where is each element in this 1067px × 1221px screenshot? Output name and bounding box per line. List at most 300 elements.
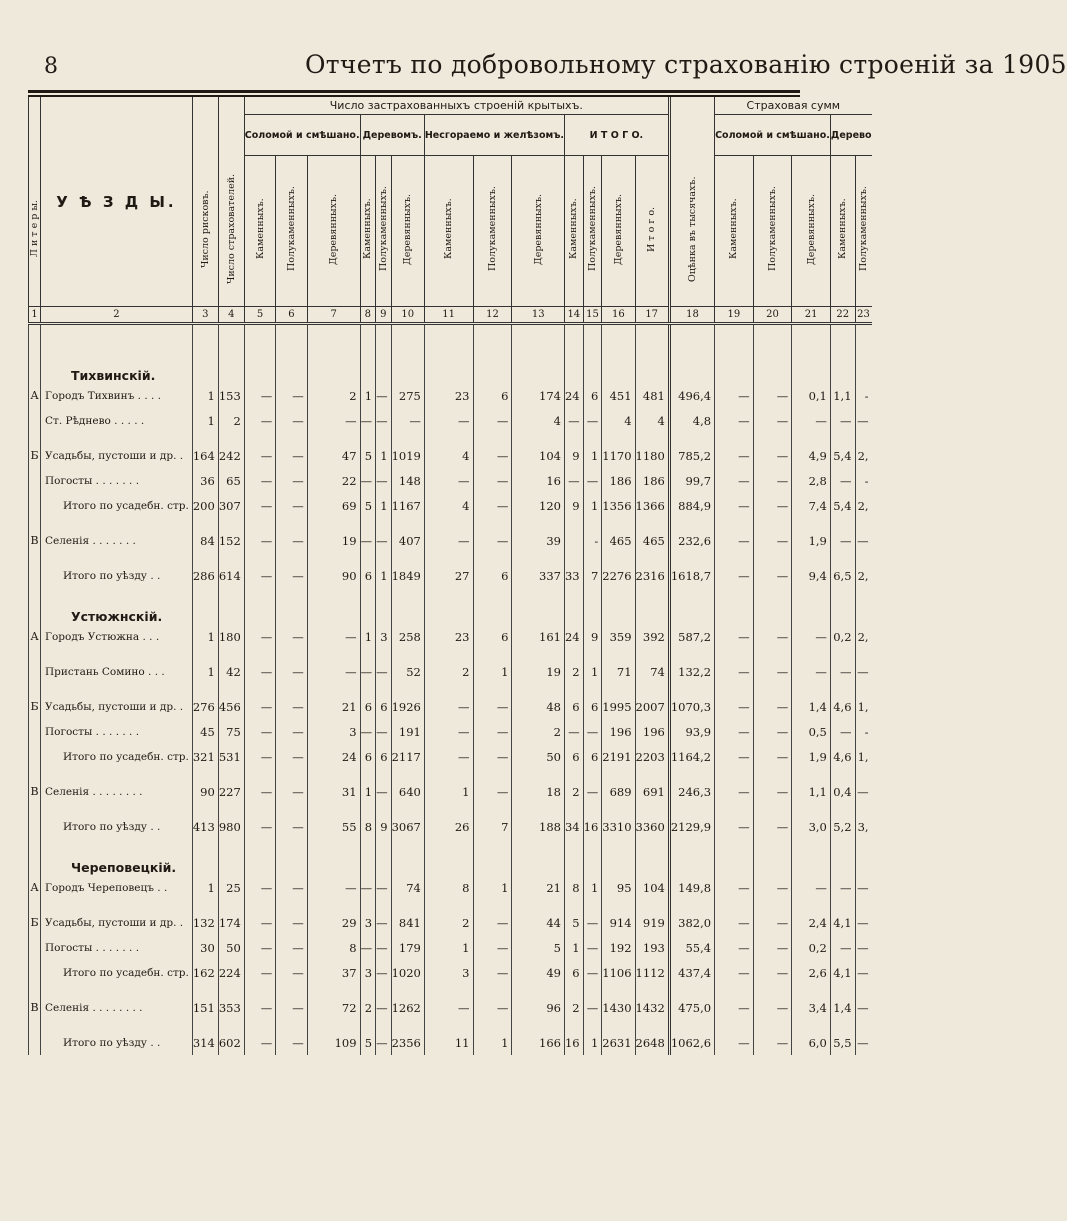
table-cell: 55 [307,814,360,839]
table-cell: — [855,528,872,553]
table-row [29,1030,872,1055]
column-number-row [29,307,872,324]
table-cell: 224 [218,960,244,985]
table-cell: — [583,719,602,744]
table-cell: — [276,875,307,900]
table-cell: 5 [360,493,376,518]
table-cell: — [583,779,602,804]
table-cell: — [473,719,512,744]
table-cell: 50 [512,744,565,769]
table-cell: 1019 [391,443,424,468]
table-cell: — [276,383,307,408]
table-cell: 640 [391,779,424,804]
table-cell: 1356 [602,493,635,518]
table-cell: 24 [564,624,583,649]
table-cell: — [276,563,307,588]
table-cell: 8 [360,814,376,839]
table-cell: 1 [583,659,602,684]
row-literal [29,493,41,518]
row-name: Погосты . . . . . . . [41,935,193,960]
table-cell: 4 [512,408,565,433]
column-number: 9 [376,307,392,324]
table-cell: — [715,1030,754,1055]
table-cell: — [376,528,392,553]
table-cell: — [244,443,275,468]
table-cell: — [376,910,392,935]
page-title: Отчетъ по добровольному страхованію строеній за 1905 [305,50,1067,79]
table-cell: 6 [564,694,583,719]
col-wooden: Деревянныхъ. [792,156,831,307]
table-cell: 3067 [391,814,424,839]
table-row [29,659,872,684]
table-cell: 6 [583,744,602,769]
table-cell: — [276,910,307,935]
table-row [29,408,872,433]
table-cell: 2203 [635,744,669,769]
column-number: 23 [855,307,872,324]
table-cell: — [244,563,275,588]
table-cell: — [376,779,392,804]
col-half-stone: Полукаменныхъ. [855,156,872,307]
table-cell: 6 [376,744,392,769]
table-cell: 7,4 [792,493,831,518]
table-cell: — [244,744,275,769]
table-cell: — [753,408,792,433]
table-cell: 5,4 [830,493,855,518]
table-cell: — [276,659,307,684]
table-cell: — [244,935,275,960]
table-cell: — [753,528,792,553]
table-cell: 16 [512,468,565,493]
table-cell: — [830,408,855,433]
table-cell: 55,4 [669,935,714,960]
row-literal: В [29,528,41,553]
table-cell: — [753,744,792,769]
column-number: 12 [473,307,512,324]
col-stone: Каменныхъ. [424,156,473,307]
table-cell: 1020 [391,960,424,985]
table-cell: 2631 [602,1030,635,1055]
table-cell: 1 [192,408,218,433]
table-cell: — [376,995,392,1020]
column-number: 21 [792,307,831,324]
table-cell: 6 [473,563,512,588]
table-cell: 587,2 [669,624,714,649]
table-cell: 1 [424,935,473,960]
table-row [29,443,872,468]
row-name: Усадьбы, пустоши и др. . [41,443,193,468]
table-row [29,719,872,744]
table-cell: — [855,960,872,985]
table-cell: 200 [192,493,218,518]
table-cell: 6 [564,960,583,985]
table-cell: — [244,528,275,553]
table-cell: 919 [635,910,669,935]
row-name: Городъ Устюжна . . . [41,624,193,649]
table-cell: — [715,960,754,985]
table-cell: 39 [512,528,565,553]
table-cell: 1,9 [792,528,831,553]
table-cell: — [424,995,473,1020]
col-risks-header: Число рисковъ. [192,97,218,307]
table-cell: 6 [473,624,512,649]
table-cell: 16 [583,814,602,839]
table-cell: — [715,563,754,588]
row-name: Усадьбы, пустоши и др. . [41,694,193,719]
table-cell: 465 [635,528,669,553]
table-cell: 8 [307,935,360,960]
table-cell: 4,6 [830,694,855,719]
column-number: 6 [276,307,307,324]
table-cell: 5 [564,910,583,935]
row-literal [29,960,41,985]
table-cell: — [715,910,754,935]
table-cell: 392 [635,624,669,649]
table-cell: 2 [424,910,473,935]
table-cell: 9,4 [792,563,831,588]
table-cell: — [715,935,754,960]
table-cell: 602 [218,1030,244,1055]
table-row [29,493,872,518]
table-cell: 179 [391,935,424,960]
table-cell: — [424,468,473,493]
table-cell: 9 [583,624,602,649]
table-cell: 186 [602,468,635,493]
table-cell: 1 [473,875,512,900]
table-cell: 49 [512,960,565,985]
table-cell: — [276,995,307,1020]
table-cell: — [376,719,392,744]
column-number: 10 [391,307,424,324]
district-row [29,347,872,383]
row-literal [29,814,41,839]
row-name: Итого по уѣзду . . [41,1030,193,1055]
table-cell: 689 [602,779,635,804]
table-cell: — [276,408,307,433]
table-cell: — [473,995,512,1020]
table-cell: — [473,935,512,960]
row-name: Селенія . . . . . . . . [41,995,193,1020]
table-cell: 5 [360,1030,376,1055]
table-cell: 2191 [602,744,635,769]
table-cell: 148 [391,468,424,493]
table-cell: — [276,935,307,960]
row-literal [29,659,41,684]
row-name: Итого по усадебн. стр. [41,744,193,769]
table-row [29,383,872,408]
table-cell: 26 [424,814,473,839]
table-cell: — [753,995,792,1020]
col-half-stone: Полукаменныхъ. [753,156,792,307]
table-cell: — [307,408,360,433]
district-row [29,839,872,875]
table-cell: 4,1 [830,960,855,985]
table-cell: — [276,443,307,468]
table-cell: 2129,9 [669,814,714,839]
page-header [0,44,1067,88]
table-cell: 321 [192,744,218,769]
table-cell: 1,1 [830,383,855,408]
table-cell: 1,4 [792,694,831,719]
table-cell: 4,9 [792,443,831,468]
table-cell: 2007 [635,694,669,719]
table-cell: — [753,659,792,684]
table-cell: 914 [602,910,635,935]
table-row [29,624,872,649]
sub-straw-sums: Соломой и смѣшано. [715,115,831,156]
table-cell: 192 [602,935,635,960]
table-cell: 6 [564,744,583,769]
table-cell: 451 [602,383,635,408]
table-cell: — [753,493,792,518]
table-cell: — [244,493,275,518]
row-name: Итого по усадебн. стр. [41,960,193,985]
table-cell: — [276,468,307,493]
row-name: Ст. Рѣднево . . . . . [41,408,193,433]
table-cell: 23 [424,624,473,649]
table-cell: 614 [218,563,244,588]
col-total: И т о г о. [635,156,669,307]
table-row [29,910,872,935]
table-cell: 1 [360,624,376,649]
table-cell: 2 [218,408,244,433]
table-cell: 382,0 [669,910,714,935]
table-cell: — [564,719,583,744]
table-cell: 481 [635,383,669,408]
col-wooden: Деревянныхъ. [602,156,635,307]
table-cell: 258 [391,624,424,649]
table-cell: 1 [473,1030,512,1055]
table-cell: 36 [192,468,218,493]
table-cell: — [360,528,376,553]
table-cell: 2, [855,624,872,649]
table-cell: 75 [218,719,244,744]
table-cell: 4,8 [669,408,714,433]
column-number: 13 [512,307,565,324]
table-cell: — [473,493,512,518]
table-cell: 22 [307,468,360,493]
table-cell: 6 [583,694,602,719]
table-cell: 1 [376,563,392,588]
table-cell: 5,5 [830,1030,855,1055]
table-cell: — [753,779,792,804]
column-number: 20 [753,307,792,324]
column-number: 2 [41,307,193,324]
table-cell: 109 [307,1030,360,1055]
column-number: 3 [192,307,218,324]
table-row [29,468,872,493]
table-cell: 5,4 [830,443,855,468]
table-cell: — [792,659,831,684]
table-cell: — [244,408,275,433]
table-cell: 95 [602,875,635,900]
table-cell: — [376,408,392,433]
table-cell: 1 [583,1030,602,1055]
table-cell: 496,4 [669,383,714,408]
table-cell: 2356 [391,1030,424,1055]
table-cell: — [473,408,512,433]
table-cell: 0,5 [792,719,831,744]
table-cell: 0,4 [830,779,855,804]
table-cell: — [473,528,512,553]
table-cell: 30 [192,935,218,960]
col-stone: Каменныхъ. [360,156,376,307]
table-cell: 3, [855,814,872,839]
table-cell: — [276,528,307,553]
table-cell: 25 [218,875,244,900]
table-cell: — [360,468,376,493]
table-cell: 2 [424,659,473,684]
district-row [29,588,872,624]
table-cell: 34 [564,814,583,839]
table-cell: — [473,468,512,493]
table-cell: — [715,694,754,719]
table-cell: 275 [391,383,424,408]
table-cell: — [307,624,360,649]
table-cell: — [715,659,754,684]
table-cell: 23 [424,383,473,408]
table-cell: — [753,960,792,985]
table-cell: 90 [307,563,360,588]
table-cell: 980 [218,814,244,839]
table-cell: 1 [360,779,376,804]
group-insurance-sums: Страховая сумм [715,97,872,115]
table-cell: - [855,383,872,408]
col-wooden: Деревянныхъ. [307,156,360,307]
table-cell: - [855,719,872,744]
table-cell: 120 [512,493,565,518]
table-cell: — [830,659,855,684]
table-cell: 196 [635,719,669,744]
table-cell: — [715,408,754,433]
table-cell: 5 [512,935,565,960]
table-cell: 96 [512,995,565,1020]
table-cell: — [792,624,831,649]
row-literal: А [29,383,41,408]
col-uezdy-header: У Ѣ З Д Ы. [41,97,193,307]
table-cell: 1062,6 [669,1030,714,1055]
table-cell [564,528,583,553]
table-cell: 276 [192,694,218,719]
table-cell: 1180 [635,443,669,468]
table-cell: 161 [512,624,565,649]
table-cell: 3 [360,910,376,935]
sub-straw: Соломой и смѣшано. [244,115,360,156]
row-name: Селенія . . . . . . . . [41,779,193,804]
row-name: Итого по усадебн. стр. [41,493,193,518]
table-cell: 1170 [602,443,635,468]
table-cell: — [360,659,376,684]
table-cell: — [276,814,307,839]
table-cell: 21 [307,694,360,719]
table-cell: 193 [635,935,669,960]
table-cell: 65 [218,468,244,493]
table-cell: 1164,2 [669,744,714,769]
table-cell: — [715,814,754,839]
table-cell: — [715,493,754,518]
table-cell: 74 [635,659,669,684]
table-cell: — [564,408,583,433]
table-row [29,563,872,588]
table-cell: 47 [307,443,360,468]
table-cell: 1262 [391,995,424,1020]
table-cell: 188 [512,814,565,839]
table-cell: — [830,528,855,553]
table-cell: — [276,779,307,804]
table-cell: 2 [307,383,360,408]
row-literal: Б [29,443,41,468]
table-cell: — [753,875,792,900]
table-cell: 5,2 [830,814,855,839]
col-wooden: Деревянныхъ. [391,156,424,307]
row-literal [29,744,41,769]
table-cell: 1167 [391,493,424,518]
table-cell: — [276,694,307,719]
column-number: 11 [424,307,473,324]
table-cell: — [244,719,275,744]
table-cell: 3 [376,624,392,649]
table-cell: 1 [192,624,218,649]
table-cell: 6 [376,694,392,719]
table-cell: 1, [855,694,872,719]
table-cell: — [753,1030,792,1055]
table-cell: 50 [218,935,244,960]
table-row [29,814,872,839]
table-cell: — [424,408,473,433]
sub-wood: Деревомъ. [360,115,424,156]
row-literal [29,1030,41,1055]
table-cell: 42 [218,659,244,684]
table-cell: — [244,910,275,935]
table-cell: — [276,744,307,769]
table-cell: — [715,468,754,493]
table-row [29,694,872,719]
table-cell: 359 [602,624,635,649]
table-cell: 44 [512,910,565,935]
table-cell: 4,6 [830,744,855,769]
table-cell: — [753,563,792,588]
table-cell: — [583,408,602,433]
row-name: Погосты . . . . . . . [41,719,193,744]
table-cell: — [830,719,855,744]
table-cell: 52 [391,659,424,684]
row-literal [29,468,41,493]
table-cell: — [376,935,392,960]
table-cell: — [473,960,512,985]
table-cell: — [473,744,512,769]
table-row [29,875,872,900]
table-cell: — [276,624,307,649]
table-cell: 19 [307,528,360,553]
table-cell: — [376,960,392,985]
table-cell: 7 [473,814,512,839]
table-cell: 1106 [602,960,635,985]
table-cell: — [376,659,392,684]
table-cell: — [753,443,792,468]
table-cell: 1849 [391,563,424,588]
row-name: Погосты . . . . . . . [41,468,193,493]
table-cell: 6 [360,694,376,719]
column-number: 4 [218,307,244,324]
table-cell: — [830,468,855,493]
row-literal [29,563,41,588]
table-cell: 48 [512,694,565,719]
sub-total: И Т О Г О. [564,115,669,156]
table-row [29,935,872,960]
col-stone: Каменныхъ. [715,156,754,307]
table-cell: — [360,408,376,433]
statistics-table [28,97,872,1055]
